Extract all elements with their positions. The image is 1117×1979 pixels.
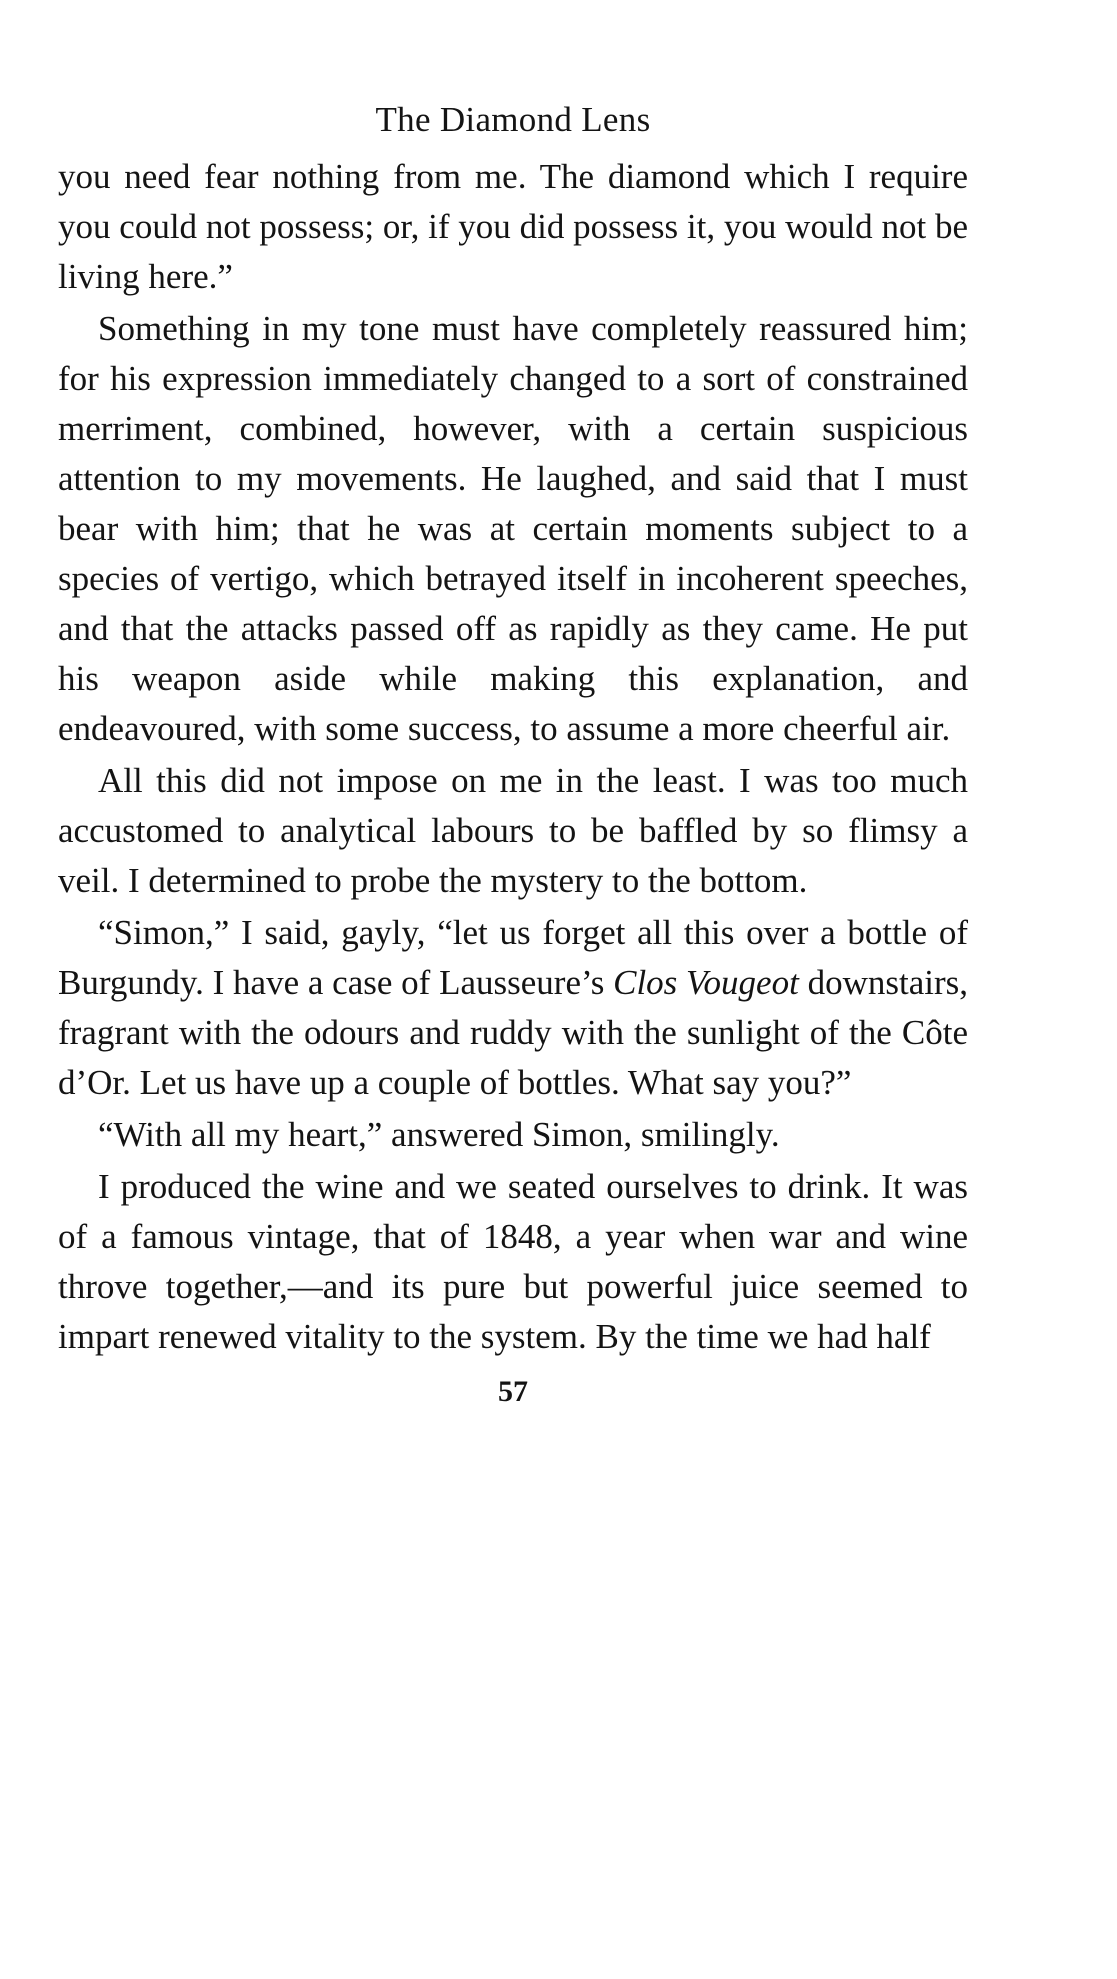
wine-name-italic: Clos Vougeot (613, 963, 799, 1002)
paragraph-2: Something in my tone must have completely reassured him; for his expression immediately changed to a sort of constrained merriment, combined, however, with a certain suspicious attention to my movements. He laughed, and said that I must bear with him; that he was at certain moments subject to a species of vertigo, which betrayed itself in incoherent speeches, and that the attacks passed off as rapidly as they came. He put his weapon aside while making this explanation, and endeavoured, with some success, to assume a more cheerful air. (58, 309, 968, 748)
page-number: 57 (498, 1375, 528, 1408)
paragraph-1: you need fear nothing from me. The diamond which I require you could not possess; or, if you did possess it, you would not be living here.” (58, 157, 968, 296)
body-text (58, 152, 968, 1362)
paragraph-4-text-b: downstairs, fragrant with the odours and ruddy with the sunlight of the Côte d’Or. Let us have up a couple of bottles. What say you?” (58, 963, 968, 1102)
paragraph-6: I produced the wine and we seated ourselves to drink. It was of a famous vintage, that of 1848, a year when war and wine throve together,—and its pure but powerful juice seemed to impart renewed vitality to the system. By the time we had half (58, 1167, 968, 1356)
paragraph-5: “With all my heart,” answered Simon, smilingly. (98, 1115, 780, 1154)
paragraph-3: All this did not impose on me in the least. I was too much accustomed to analytical labours to be baffled by so flimsy a veil. I determined to probe the mystery to the bottom. (58, 761, 968, 900)
running-head: The Diamond Lens (375, 100, 651, 139)
paragraph-4 (58, 908, 968, 1108)
paragraph-4-text-a: “Simon,” I said, gayly, “let us forget all this over a bottle of Burgundy. I have a case of Lausseure’s (58, 913, 968, 1002)
book-page (58, 100, 968, 1412)
